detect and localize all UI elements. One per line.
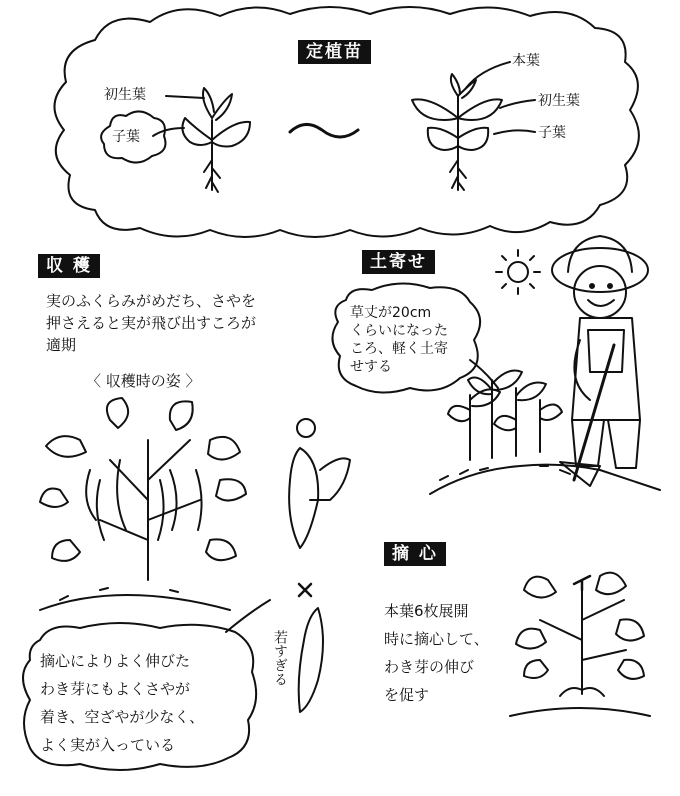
too-young-label: 若すぎる (272, 630, 288, 686)
right-shiyou-label: 子葉 (538, 125, 566, 141)
teishoku-heading: 定植苗 (298, 40, 371, 64)
left-shoseiyou-label: 初生葉 (104, 87, 146, 103)
tekishin-line4: を促す (384, 686, 430, 704)
shukaku-desc-line1: 実のふくらみがめだち、さやを (46, 292, 257, 310)
tekishin-plant-drawing (510, 573, 650, 716)
sun-drawing (496, 250, 540, 294)
seedling-left-drawing (153, 88, 250, 192)
bottom-bubble-line1: 摘心によりよく伸びた (40, 652, 191, 670)
farmer-drawing (552, 236, 648, 486)
tekishin-heading: 摘 心 (384, 542, 446, 566)
bottom-bubble-line3: 着き、空ざやが少なく、 (40, 708, 205, 726)
harvest-caption: 〈 収穫時の姿 〉 (86, 372, 201, 390)
shukaku-desc-line2: 押さえると実が飛び出すころが (46, 314, 257, 332)
shukaku-desc-line3: 適期 (46, 336, 77, 354)
harvest-plant-drawing (40, 398, 246, 610)
tekishin-line1: 本葉6枚展開 (384, 602, 469, 620)
seedling-right-drawing (412, 62, 535, 190)
tekishin-line3: わき芽の伸び (384, 658, 475, 676)
tsuchiyose-plants-drawing (430, 371, 660, 495)
tsuchiyose-line1: 草丈が20cm (350, 305, 432, 321)
tsuchiyose-heading: 土寄せ (362, 250, 435, 274)
bottom-bubble-line2: わき芽にもよくさやが (40, 680, 191, 698)
tekishin-line2: 時に摘心して、 (384, 630, 489, 648)
tsuchiyose-line4: せする (350, 359, 392, 375)
bottom-bubble-line4: よく実が入っている (40, 736, 176, 754)
good-pod-drawing (289, 419, 350, 548)
left-shiyou-label: 子葉 (112, 129, 140, 145)
shukaku-heading: 収 穫 (38, 254, 100, 278)
tsuchiyose-line3: ころ、軽く土寄 (350, 341, 448, 357)
young-pod-drawing (299, 584, 323, 712)
right-shoseiyou-label: 初生葉 (538, 93, 580, 109)
tilde-wave (290, 124, 358, 137)
right-honyou-label: 本葉 (512, 53, 540, 69)
tsuchiyose-line2: くらいになった (350, 323, 448, 339)
